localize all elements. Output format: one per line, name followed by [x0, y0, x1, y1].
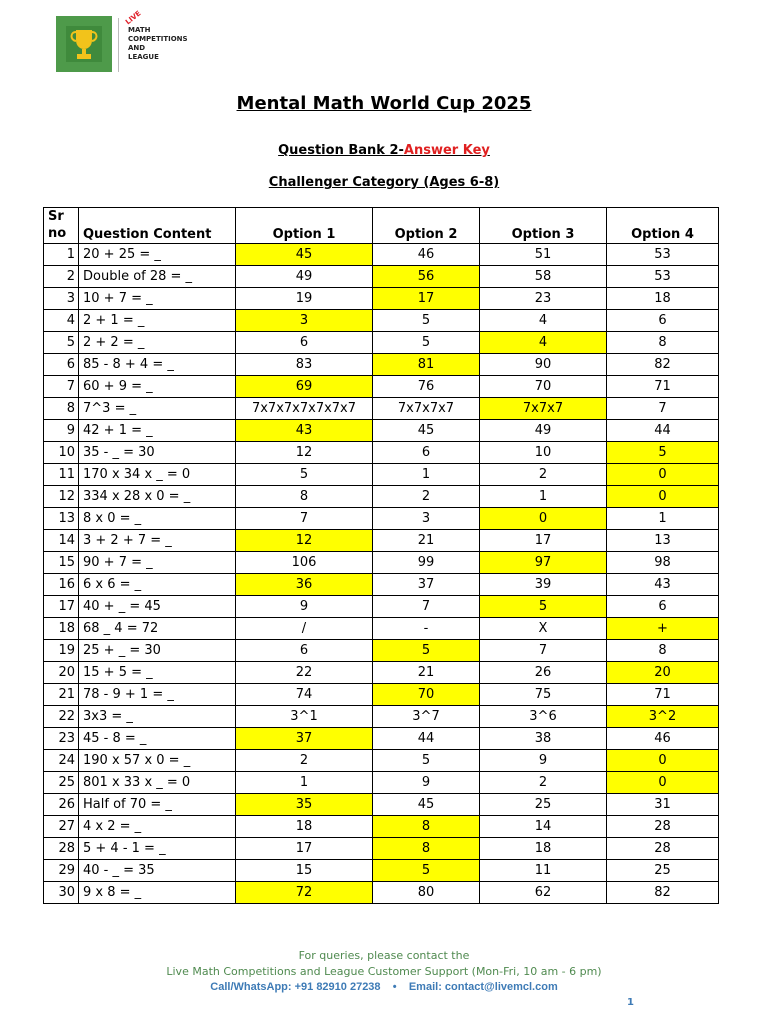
- page-number: 1: [627, 997, 634, 1008]
- row-option-4: 53: [607, 266, 719, 288]
- row-option-3: 2: [480, 464, 607, 486]
- header-option-2: Option 2: [373, 208, 480, 244]
- row-option-3: 1: [480, 486, 607, 508]
- row-question: 35 - _ = 30: [79, 442, 236, 464]
- row-option-2: 5: [373, 310, 480, 332]
- row-question: 8 x 0 = _: [79, 508, 236, 530]
- row-sr-no: 27: [44, 816, 79, 838]
- row-sr-no: 10: [44, 442, 79, 464]
- row-question: 9 x 8 = _: [79, 882, 236, 904]
- table-row: [44, 706, 719, 728]
- table-row: [44, 750, 719, 772]
- logo-divider: [118, 18, 119, 72]
- subtitle-main: Question Bank 2-: [278, 143, 404, 158]
- row-option-1: 37: [236, 728, 373, 750]
- row-question: 90 + 7 = _: [79, 552, 236, 574]
- row-option-1: 12: [236, 442, 373, 464]
- row-option-2: 81: [373, 354, 480, 376]
- row-option-2: 21: [373, 662, 480, 684]
- row-option-4: 31: [607, 794, 719, 816]
- table-row: [44, 508, 719, 530]
- row-question: 85 - 8 + 4 = _: [79, 354, 236, 376]
- table-row: [44, 398, 719, 420]
- category-heading: Challenger Category (Ages 6-8): [268, 175, 500, 190]
- row-question: 3 + 2 + 7 = _: [79, 530, 236, 552]
- row-sr-no: 3: [44, 288, 79, 310]
- row-sr-no: 13: [44, 508, 79, 530]
- row-option-3: 25: [480, 794, 607, 816]
- row-option-2: 76: [373, 376, 480, 398]
- row-sr-no: 6: [44, 354, 79, 376]
- row-question: 10 + 7 = _: [79, 288, 236, 310]
- row-sr-no: 20: [44, 662, 79, 684]
- row-question: 60 + 9 = _: [79, 376, 236, 398]
- row-option-1: 43: [236, 420, 373, 442]
- table-row: [44, 442, 719, 464]
- row-option-2: 6: [373, 442, 480, 464]
- table-row: [44, 574, 719, 596]
- row-question: 25 + _ = 30: [79, 640, 236, 662]
- row-option-3: 70: [480, 376, 607, 398]
- row-option-2: 21: [373, 530, 480, 552]
- row-option-2: 5: [373, 860, 480, 882]
- row-option-3: 38: [480, 728, 607, 750]
- row-sr-no: 9: [44, 420, 79, 442]
- row-option-4: 25: [607, 860, 719, 882]
- row-option-3: 11: [480, 860, 607, 882]
- row-option-1: 1: [236, 772, 373, 794]
- row-option-4: 0: [607, 464, 719, 486]
- table-row: [44, 596, 719, 618]
- row-option-4: 53: [607, 244, 719, 266]
- row-option-4: 46: [607, 728, 719, 750]
- row-sr-no: 21: [44, 684, 79, 706]
- row-sr-no: 15: [44, 552, 79, 574]
- row-question: 7^3 = _: [79, 398, 236, 420]
- row-option-3: 75: [480, 684, 607, 706]
- row-option-2: 3^7: [373, 706, 480, 728]
- row-option-2: 8: [373, 838, 480, 860]
- row-option-4: 20: [607, 662, 719, 684]
- row-option-4: 71: [607, 376, 719, 398]
- footer-contact: Call/WhatsApp: +91 82910 27238 • Email: contact@livemcl.com: [210, 981, 558, 993]
- table-row: [44, 530, 719, 552]
- row-option-1: 19: [236, 288, 373, 310]
- row-option-3: 10: [480, 442, 607, 464]
- row-option-1: 45: [236, 244, 373, 266]
- table-row: [44, 552, 719, 574]
- row-option-3: 58: [480, 266, 607, 288]
- row-sr-no: 7: [44, 376, 79, 398]
- row-option-3: 14: [480, 816, 607, 838]
- row-option-4: 6: [607, 310, 719, 332]
- row-option-3: 49: [480, 420, 607, 442]
- trophy-icon: [56, 16, 112, 72]
- row-sr-no: 30: [44, 882, 79, 904]
- row-question: 20 + 25 = _: [79, 244, 236, 266]
- row-option-4: 43: [607, 574, 719, 596]
- row-sr-no: 12: [44, 486, 79, 508]
- row-option-4: 44: [607, 420, 719, 442]
- row-option-2: 37: [373, 574, 480, 596]
- row-option-1: 36: [236, 574, 373, 596]
- row-option-4: 6: [607, 596, 719, 618]
- logo-line-1: MATH: [128, 26, 151, 34]
- row-sr-no: 28: [44, 838, 79, 860]
- row-option-2: 80: [373, 882, 480, 904]
- row-option-2: 44: [373, 728, 480, 750]
- table-header-row: [44, 208, 719, 244]
- header-question-content: Question Content: [79, 208, 236, 244]
- row-option-4: 13: [607, 530, 719, 552]
- table-row: [44, 882, 719, 904]
- row-option-4: 3^2: [607, 706, 719, 728]
- table-row: [44, 640, 719, 662]
- row-option-4: 0: [607, 486, 719, 508]
- row-option-1: 17: [236, 838, 373, 860]
- row-option-1: 12: [236, 530, 373, 552]
- header-option-1: Option 1: [236, 208, 373, 244]
- header-option-3: Option 3: [480, 208, 607, 244]
- table-row: [44, 310, 719, 332]
- row-option-2: 8: [373, 816, 480, 838]
- row-question: 801 x 33 x _ = 0: [79, 772, 236, 794]
- row-option-1: /: [236, 618, 373, 640]
- row-option-2: 7x7x7x7: [373, 398, 480, 420]
- table-body: [44, 244, 719, 904]
- row-option-1: 3: [236, 310, 373, 332]
- row-option-3: 26: [480, 662, 607, 684]
- table-row: [44, 354, 719, 376]
- table-row: [44, 860, 719, 882]
- row-option-1: 5: [236, 464, 373, 486]
- logo-line-3: AND: [128, 44, 146, 52]
- row-option-4: 82: [607, 882, 719, 904]
- row-question: 15 + 5 = _: [79, 662, 236, 684]
- row-option-1: 7: [236, 508, 373, 530]
- page-title: Mental Math World Cup 2025: [236, 93, 532, 114]
- row-sr-no: 19: [44, 640, 79, 662]
- row-sr-no: 5: [44, 332, 79, 354]
- footer-line-1: For queries, please contact the: [298, 949, 470, 962]
- row-sr-no: 18: [44, 618, 79, 640]
- row-question: 42 + 1 = _: [79, 420, 236, 442]
- answer-key-table: [43, 207, 719, 904]
- table-row: [44, 288, 719, 310]
- row-option-3: 97: [480, 552, 607, 574]
- row-option-1: 69: [236, 376, 373, 398]
- table-row: [44, 816, 719, 838]
- row-sr-no: 17: [44, 596, 79, 618]
- row-option-1: 74: [236, 684, 373, 706]
- table-row: [44, 684, 719, 706]
- row-sr-no: 16: [44, 574, 79, 596]
- row-option-1: 18: [236, 816, 373, 838]
- header-option-4: Option 4: [607, 208, 719, 244]
- row-option-3: 51: [480, 244, 607, 266]
- row-option-1: 9: [236, 596, 373, 618]
- row-option-4: 7: [607, 398, 719, 420]
- row-sr-no: 2: [44, 266, 79, 288]
- row-option-3: 2: [480, 772, 607, 794]
- logo-live: LIVE: [124, 9, 143, 27]
- brand-logo: [56, 9, 188, 78]
- row-option-3: 62: [480, 882, 607, 904]
- row-option-3: 4: [480, 332, 607, 354]
- row-question: 170 x 34 x _ = 0: [79, 464, 236, 486]
- row-option-2: 45: [373, 794, 480, 816]
- row-sr-no: 8: [44, 398, 79, 420]
- row-option-3: 0: [480, 508, 607, 530]
- row-option-2: 5: [373, 750, 480, 772]
- row-option-4: 1: [607, 508, 719, 530]
- row-sr-no: 14: [44, 530, 79, 552]
- row-option-3: 39: [480, 574, 607, 596]
- row-question: 6 x 6 = _: [79, 574, 236, 596]
- row-question: Half of 70 = _: [79, 794, 236, 816]
- row-question: 190 x 57 x 0 = _: [79, 750, 236, 772]
- row-option-1: 6: [236, 640, 373, 662]
- footer-line-2: Live Math Competitions and League Customer Support (Mon-Fri, 10 am - 6 pm): [166, 965, 602, 978]
- row-option-2: 3: [373, 508, 480, 530]
- row-sr-no: 25: [44, 772, 79, 794]
- row-sr-no: 26: [44, 794, 79, 816]
- row-option-1: 7x7x7x7x7x7x7: [236, 398, 373, 420]
- row-option-3: 9: [480, 750, 607, 772]
- row-option-2: 70: [373, 684, 480, 706]
- row-option-1: 2: [236, 750, 373, 772]
- row-option-4: 28: [607, 816, 719, 838]
- row-sr-no: 24: [44, 750, 79, 772]
- table-row: [44, 486, 719, 508]
- row-option-1: 49: [236, 266, 373, 288]
- table-row: [44, 618, 719, 640]
- row-option-4: +: [607, 618, 719, 640]
- row-option-3: 23: [480, 288, 607, 310]
- row-option-1: 8: [236, 486, 373, 508]
- row-option-2: 45: [373, 420, 480, 442]
- row-sr-no: 22: [44, 706, 79, 728]
- row-sr-no: 29: [44, 860, 79, 882]
- document-subtitle: [0, 143, 768, 158]
- row-sr-no: 1: [44, 244, 79, 266]
- row-question: Double of 28 = _: [79, 266, 236, 288]
- row-option-3: 7: [480, 640, 607, 662]
- row-option-4: 71: [607, 684, 719, 706]
- row-question: 4 x 2 = _: [79, 816, 236, 838]
- table-row: [44, 662, 719, 684]
- row-question: 2 + 1 = _: [79, 310, 236, 332]
- table-row: [44, 794, 719, 816]
- row-option-2: 56: [373, 266, 480, 288]
- table-row: [44, 266, 719, 288]
- row-option-3: 18: [480, 838, 607, 860]
- row-sr-no: 23: [44, 728, 79, 750]
- row-option-1: 83: [236, 354, 373, 376]
- row-option-3: 90: [480, 354, 607, 376]
- row-option-1: 15: [236, 860, 373, 882]
- row-option-4: 98: [607, 552, 719, 574]
- row-option-2: 99: [373, 552, 480, 574]
- row-option-1: 106: [236, 552, 373, 574]
- header-sr-no: Sr no: [44, 208, 79, 244]
- row-option-1: 22: [236, 662, 373, 684]
- row-option-2: 46: [373, 244, 480, 266]
- row-option-1: 35: [236, 794, 373, 816]
- row-option-2: 17: [373, 288, 480, 310]
- row-option-2: -: [373, 618, 480, 640]
- row-question: 68 _ 4 = 72: [79, 618, 236, 640]
- row-question: 3x3 = _: [79, 706, 236, 728]
- logo-line-4: LEAGUE: [128, 53, 159, 61]
- row-option-2: 7: [373, 596, 480, 618]
- row-option-4: 28: [607, 838, 719, 860]
- table-row: [44, 420, 719, 442]
- row-question: 45 - 8 = _: [79, 728, 236, 750]
- table-row: [44, 244, 719, 266]
- row-sr-no: 11: [44, 464, 79, 486]
- table-row: [44, 332, 719, 354]
- row-option-2: 2: [373, 486, 480, 508]
- row-option-1: 72: [236, 882, 373, 904]
- row-option-3: 5: [480, 596, 607, 618]
- row-option-4: 8: [607, 332, 719, 354]
- logo-line-2: COMPETITIONS: [128, 35, 188, 43]
- row-option-1: 3^1: [236, 706, 373, 728]
- row-option-1: 6: [236, 332, 373, 354]
- row-question: 334 x 28 x 0 = _: [79, 486, 236, 508]
- row-question: 40 - _ = 35: [79, 860, 236, 882]
- table-row: [44, 772, 719, 794]
- row-sr-no: 4: [44, 310, 79, 332]
- row-option-3: 4: [480, 310, 607, 332]
- row-option-4: 8: [607, 640, 719, 662]
- table-row: [44, 728, 719, 750]
- row-question: 5 + 4 - 1 = _: [79, 838, 236, 860]
- row-option-3: 3^6: [480, 706, 607, 728]
- table-row: [44, 376, 719, 398]
- row-option-2: 5: [373, 332, 480, 354]
- subtitle-answer-key: Answer Key: [403, 143, 490, 158]
- row-option-4: 5: [607, 442, 719, 464]
- row-option-4: 0: [607, 772, 719, 794]
- row-option-3: 17: [480, 530, 607, 552]
- row-question: 78 - 9 + 1 = _: [79, 684, 236, 706]
- row-option-2: 1: [373, 464, 480, 486]
- row-option-4: 0: [607, 750, 719, 772]
- row-question: 40 + _ = 45: [79, 596, 236, 618]
- row-option-3: X: [480, 618, 607, 640]
- row-option-3: 7x7x7: [480, 398, 607, 420]
- row-option-2: 9: [373, 772, 480, 794]
- row-question: 2 + 2 = _: [79, 332, 236, 354]
- row-option-2: 5: [373, 640, 480, 662]
- row-option-4: 82: [607, 354, 719, 376]
- table-row: [44, 838, 719, 860]
- table-row: [44, 464, 719, 486]
- row-option-4: 18: [607, 288, 719, 310]
